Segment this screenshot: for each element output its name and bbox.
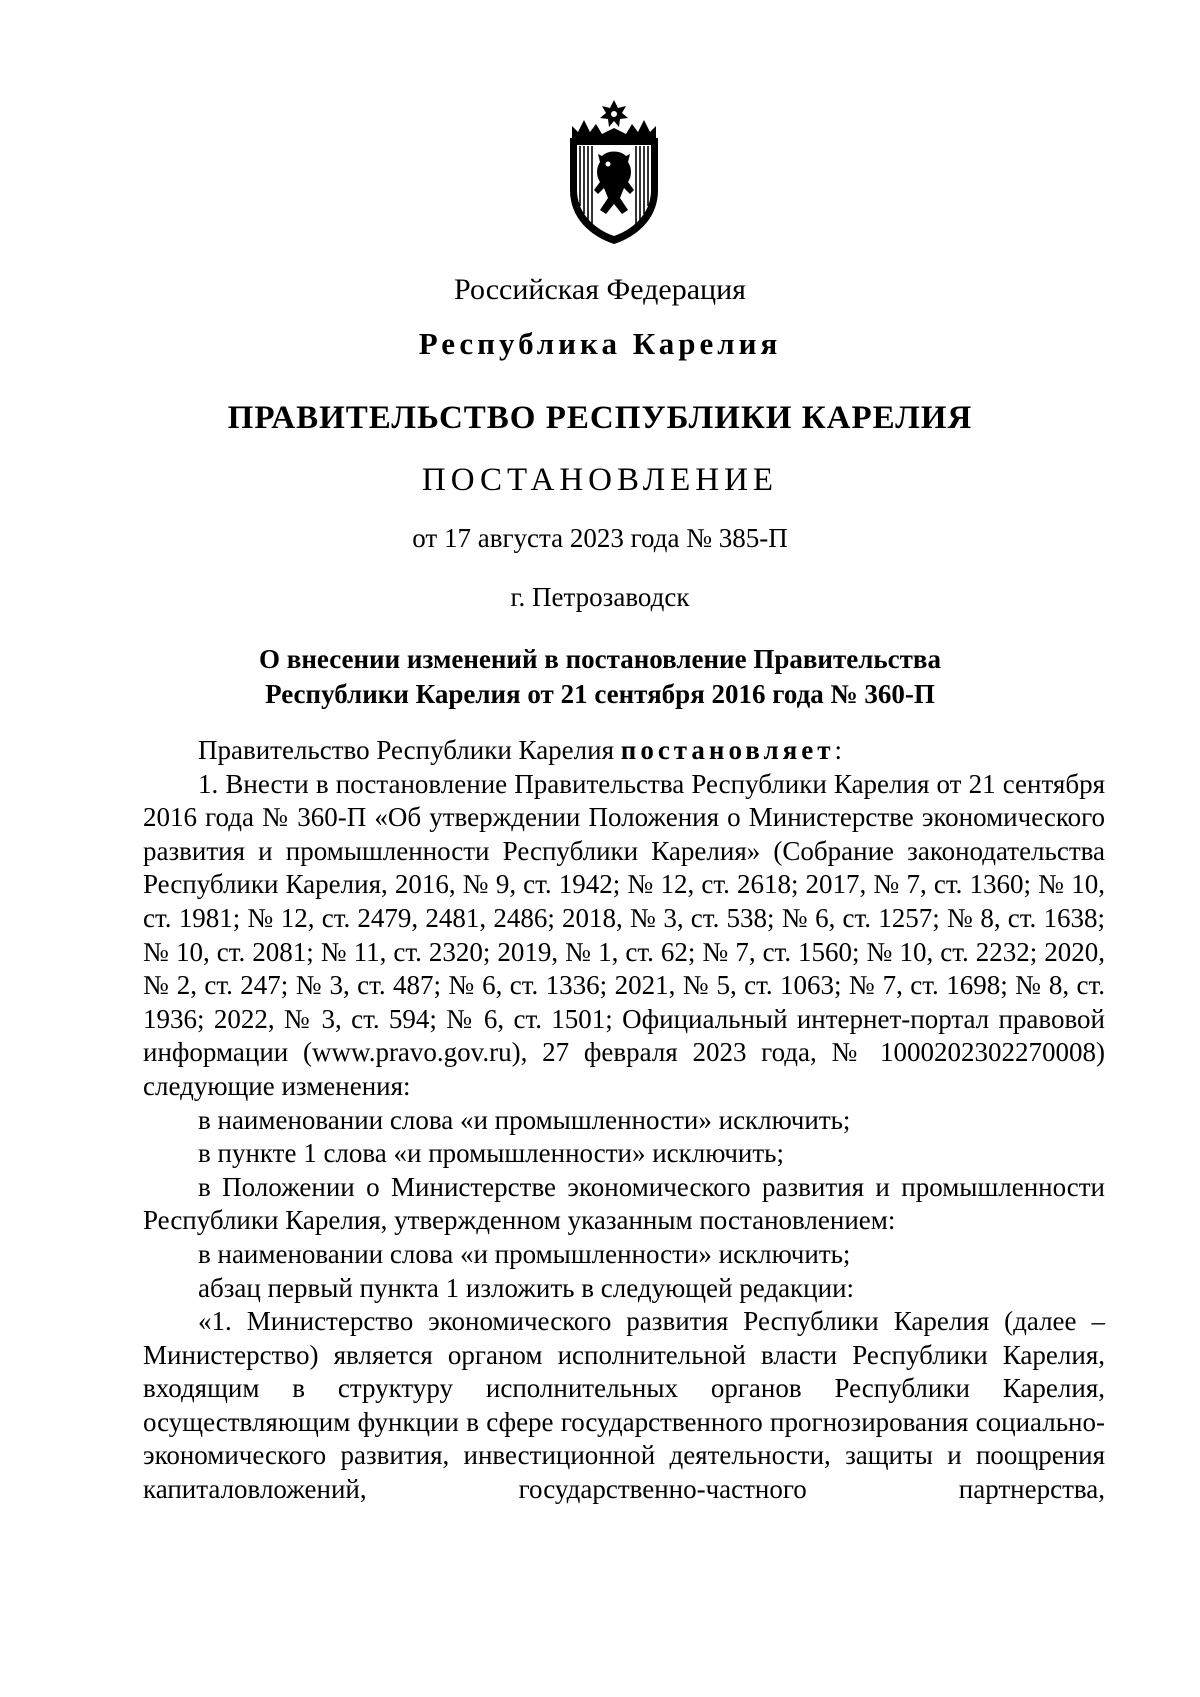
paragraph-7: «1. Министерство экономического развития Республики Карелия (далее – Министерство) является органом исполнительной власти Республики Карелия, входящим в структуру исполнительных органов Республики Карелия, осуществляющим функции в сфере государственного прогнозирования социально-экономического развития, инвестиционной деятельности, защиты и поощрения капиталовложений, государственно-частного партнерства,: [143, 1306, 1105, 1505]
document-body: [143, 734, 1105, 1507]
paragraph-5: в наименовании слова «и промышленности» исключить;: [198, 1238, 851, 1269]
coat-of-arms-icon: [564, 98, 664, 246]
paragraph-6: абзац первый пункта 1 изложить в следующей редакции:: [198, 1272, 855, 1303]
government-name: ПРАВИТЕЛЬСТВО РЕСПУБЛИКИ КАРЕЛИЯ: [227, 400, 973, 436]
country-name: Российская Федерация: [454, 273, 746, 306]
paragraph-2: в наименовании слова «и промышленности» исключить;: [198, 1104, 851, 1135]
document-type: ПОСТАНОВЛЕНИЕ: [421, 462, 779, 498]
paragraph-4: в Положении о Министерстве экономического развития и промышленности Республики Карелия, утвержденном указанным постановлением:: [143, 1171, 1105, 1236]
republic-name: Республика Карелия: [418, 326, 782, 361]
document-title: [0, 642, 1200, 712]
document-city: г. Петрозаводск: [510, 582, 690, 612]
intro-suffix: :: [834, 735, 843, 765]
paragraph-1: 1. Внести в постановление Правительства Республики Карелия от 21 сентября 2016 года № 360-П «Об утверждении Положения о Министерстве экономического развития и промышленности Республики Карелия» (Собрание законодательства Республики Карелия, 2016, № 9, ст. 1942; № 12, ст. 2618; 2017, № 7, ст. 1360; № 10, ст. 1981; № 12, ст. 2479, 2481, 2486; 2018, № 3, ст. 538; № 6, ст. 1257; № 8, ст. 1638; № 10, ст. 2081; № 11, ст. 2320; 2019, № 1, ст. 62; № 7, ст. 1560; № 10, ст. 2232; 2020, № 2, ст. 247; № 3, ст. 487; № 6, ст. 1336; 2021, № 5, ст. 1063; № 7, ст. 1698; № 8, ст. 1936; 2022, № 3, ст. 594; № 6, ст. 1501; Официальный интернет-портал правовой информации (www.pravo.gov.ru), 27 февраля 2023 года, № 1000202302270008) следующие изменения:: [143, 768, 1105, 1101]
document-title-line-2: Республики Карелия от 21 сентября 2016 года № 360-П: [265, 679, 935, 709]
decree-word: постановляет: [620, 735, 835, 765]
paragraph-3: в пункте 1 слова «и промышленности» исключить;: [198, 1138, 784, 1169]
document-title-line-1: О внесении изменений в постановление Правительства: [259, 644, 941, 674]
intro-paragraph: [143, 734, 1105, 768]
document-date-number: от 17 августа 2023 года № 385-П: [412, 523, 788, 553]
intro-prefix: Правительство Республики Карелия: [198, 735, 621, 765]
